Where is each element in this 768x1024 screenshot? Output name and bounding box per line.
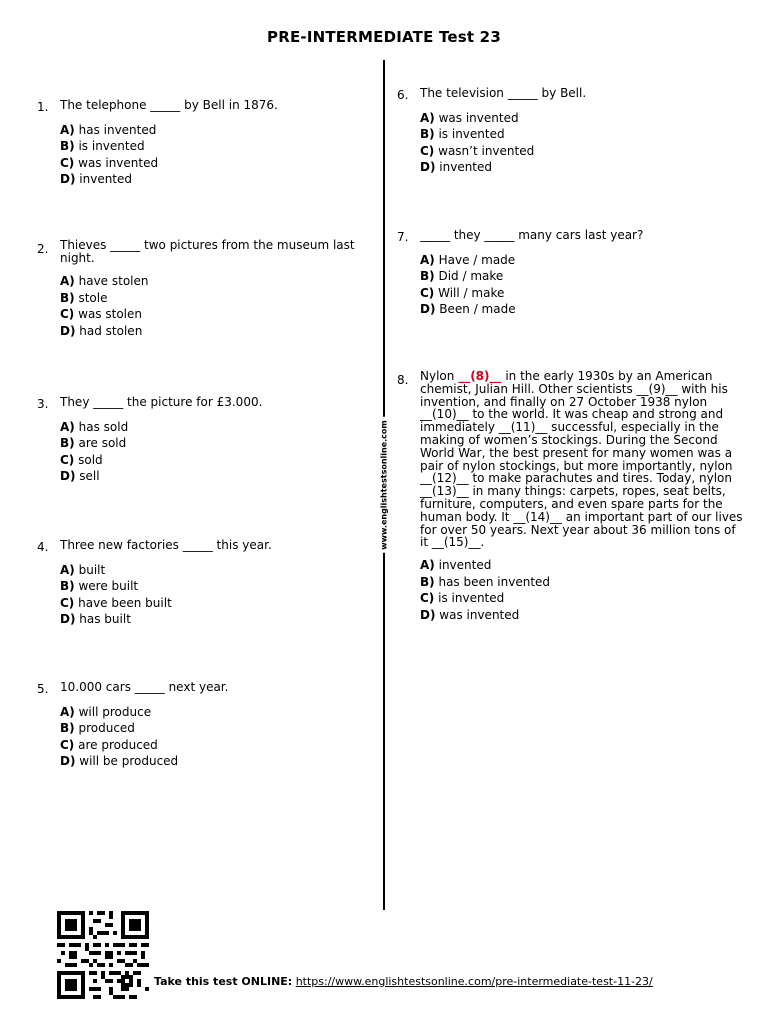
option-a[interactable]: A) have stolen — [60, 274, 149, 288]
option-d[interactable]: D) has built — [60, 612, 131, 626]
option-c[interactable]: C) Will / make — [420, 285, 505, 300]
option-a[interactable]: A) invented — [420, 558, 492, 573]
option-b[interactable]: B) has been invented — [420, 574, 551, 589]
footer-label: Take this test ONLINE: — [154, 975, 293, 988]
option-c[interactable]: C) was invented — [60, 155, 159, 170]
option-b[interactable]: B) produced — [60, 721, 135, 735]
option-c[interactable]: C) wasn’t invented — [420, 143, 535, 158]
option-d[interactable]: D) Been / made — [420, 302, 516, 316]
question-7 — [397, 227, 737, 318]
question-number: 6. — [397, 88, 409, 102]
question-number: 4. — [37, 540, 49, 554]
option-d[interactable]: D) sell — [60, 469, 100, 483]
current-gap: __(8)__ — [458, 369, 502, 383]
option-d[interactable]: D) invented — [60, 172, 133, 186]
question-stem: The telephone _____ by Bell in 1876. — [60, 98, 278, 112]
question-1 — [37, 97, 367, 188]
question-5 — [37, 679, 367, 770]
side-url: www.englishtestsonline.com — [380, 417, 389, 553]
question-stem: 10.000 cars _____ next year. — [60, 680, 229, 694]
question-stem: _____ they _____ many cars last year? — [420, 228, 644, 242]
option-d[interactable]: D) invented — [420, 160, 493, 174]
option-d[interactable]: D) had stolen — [60, 323, 143, 338]
question-number: 3. — [37, 397, 49, 411]
question-number: 2. — [37, 242, 49, 256]
option-c[interactable]: C) sold — [60, 452, 103, 467]
question-stem: The television _____ by Bell. — [420, 86, 587, 100]
option-a[interactable]: A) has invented — [60, 122, 157, 137]
question-8 — [397, 370, 742, 623]
question-6 — [397, 85, 737, 176]
option-b[interactable]: B) were built — [60, 579, 139, 593]
question-2 — [37, 239, 367, 339]
reading-passage: Nylon __(8)__ in the early 1930s by an American chemist, Julian Hill. Other scientists __(9)__ with his invention, and finally on 27 October 1938 nylon __(10)__ to the world. It was cheap and strong and immediately __(11)__ successful, especially in the making of women’s stockings. During the Second World War, the best present for many women was a pair of nylon stockings, but more importantly, nylon __(12)__ to make parachutes and tires. Today, nylon __(13)__ in many things: carpets, ropes, seat belts, furniture, computers, and even spare parts for the human body. It __(14)__ an important part of our lives for over 50 years. Next year about 36 million tons of it __(15)__. — [420, 369, 743, 550]
option-a[interactable]: A) was invented — [420, 110, 519, 125]
option-b[interactable]: B) is invented — [420, 127, 505, 141]
question-number: 1. — [37, 100, 49, 114]
option-c[interactable]: C) was stolen — [60, 307, 142, 321]
option-a[interactable]: A) has sold — [60, 419, 129, 434]
page-title: PRE-INTERMEDIATE Test 23 — [267, 28, 501, 46]
option-b[interactable]: B) Did / make — [420, 269, 504, 283]
question-4 — [37, 537, 367, 628]
option-a[interactable]: A) Have / made — [420, 252, 516, 267]
option-a[interactable]: A) will produce — [60, 704, 152, 719]
option-c[interactable]: C) have been built — [60, 595, 172, 610]
question-number: 8. — [397, 373, 409, 387]
option-c[interactable]: C) are produced — [60, 737, 158, 752]
question-number: 5. — [37, 682, 49, 696]
option-b[interactable]: B) stole — [60, 290, 108, 305]
question-stem: They _____ the picture for £3.000. — [60, 395, 263, 409]
option-b[interactable]: B) are sold — [60, 436, 127, 450]
qr-code-icon[interactable] — [57, 911, 149, 999]
question-3 — [37, 394, 367, 485]
option-b[interactable]: B) is invented — [60, 139, 145, 153]
question-number: 7. — [397, 230, 409, 244]
question-stem: Thieves _____ two pictures from the museum last night. — [60, 238, 355, 265]
question-stem: Three new factories _____ this year. — [60, 538, 272, 552]
option-c[interactable]: C) is invented — [420, 591, 505, 606]
option-a[interactable]: A) built — [60, 562, 106, 577]
option-d[interactable]: D) was invented — [420, 607, 520, 622]
option-d[interactable]: D) will be produced — [60, 754, 179, 768]
test-online-link[interactable]: https://www.englishtestsonline.com/pre-intermediate-test-11-23/ — [295, 975, 653, 988]
footer — [154, 975, 653, 988]
